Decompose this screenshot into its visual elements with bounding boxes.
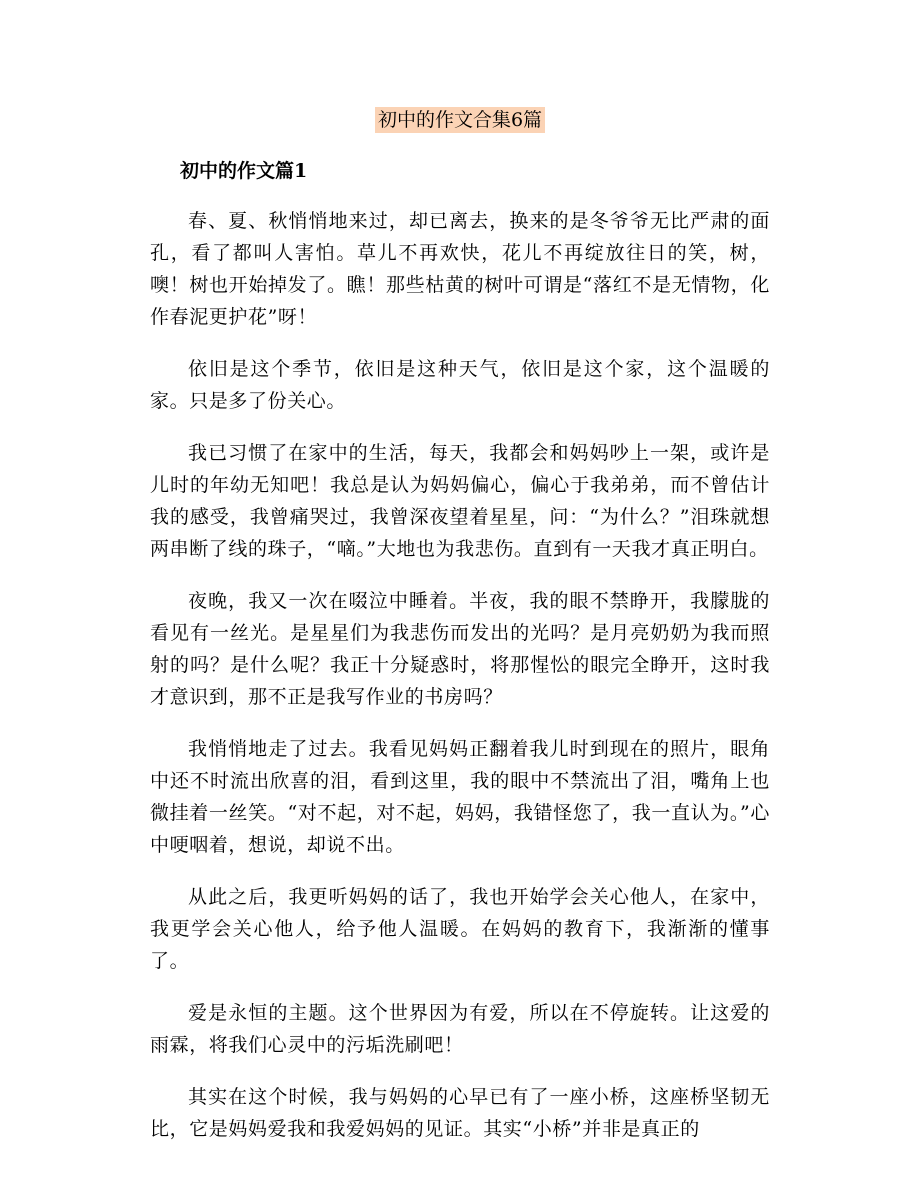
document-title (0, 106, 920, 134)
paragraph-4: 夜晚，我又一次在啜泣中睡着。半夜，我的眼不禁睁开，我朦胧的看见有一丝光。是星星们为我悲伤而发出的光吗？是月亮奶奶为我而照射的吗？是什么呢？我正十分疑惑时，将那惺忪的眼完全睁开，这时我才意识到，那不正是我写作业的书房吗？ (150, 590, 770, 708)
paragraph-1: 春、夏、秋悄悄地来过，却已离去，换来的是冬爷爷无比严肃的面孔，看了都叫人害怕。草儿不再欢快，花儿不再绽放往日的笑，树，噢！树也开始掉发了。瞧！那些枯黄的树叶可谓是“落红不是无情物，化作春泥更护花”呀！ (150, 210, 770, 328)
paragraph-8: 其实在这个时候，我与妈妈的心早已有了一座小桥，这座桥坚韧无比，它是妈妈爱我和我爱妈妈的见证。其实“小桥”并非是真正的 (150, 1086, 770, 1140)
document-body (150, 205, 770, 1165)
paragraph-6: 从此之后，我更听妈妈的话了，我也开始学会关心他人，在家中，我更学会关心他人，给予他人温暖。在妈妈的教育下，我渐渐的懂事了。 (150, 886, 770, 972)
section-heading: 初中的作文篇1 (180, 160, 308, 182)
paragraph-3: 我已习惯了在家中的生活，每天，我都会和妈妈吵上一架，或许是儿时的年幼无知吧！我总是认为妈妈偏心，偏心于我弟弟，而不曾估计我的感受，我曾痛哭过，我曾深夜望着星星，问：“为什么？”泪珠就想两串断了线的珠子，“嘀。”大地也为我悲伤。直到有一天我才真正明白。 (150, 442, 770, 560)
document-title-text: 初中的作文合集6篇 (375, 107, 545, 133)
paragraph-7: 爱是永恒的主题。这个世界因为有爱，所以在不停旋转。让这爱的雨霖，将我们心灵中的污垢洗刷吧！ (150, 1002, 770, 1056)
paragraph-5: 我悄悄地走了过去。我看见妈妈正翻着我儿时到现在的照片，眼角中还不时流出欣喜的泪，看到这里，我的眼中不禁流出了泪，嘴角上也微挂着一丝笑。“对不起，对不起，妈妈，我错怪您了，我一直认为。”心中哽咽着，想说，却说不出。 (150, 738, 770, 856)
paragraph-2: 依旧是这个季节，依旧是这种天气，依旧是这个家，这个温暖的家。只是多了份关心。 (150, 358, 770, 412)
